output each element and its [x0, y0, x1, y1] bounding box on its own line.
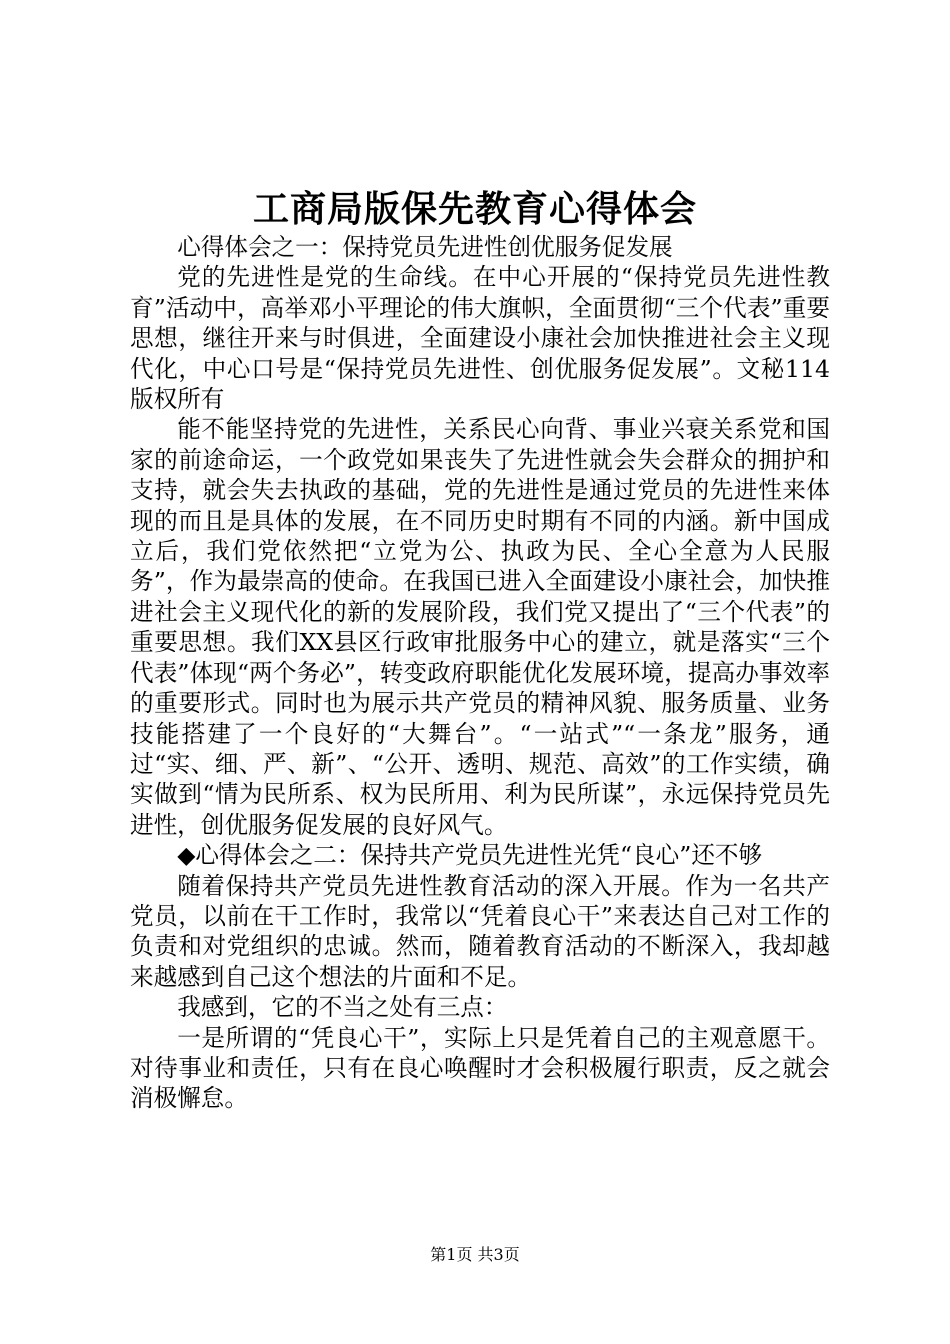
paragraph: 心得体会之一：保持党员先进性创优服务促发展	[177, 233, 673, 261]
document-title: 工商局版保先教育心得体会	[252, 188, 697, 230]
paragraph: 一是所谓的“凭良心干”，实际上只是凭着自己的主观意愿干。对待事业和责任，只有在良心唤醒时才会积极履行职责，反之就会消极懈怠。	[130, 1023, 830, 1113]
paragraph: ◆心得体会之二：保持共产党员先进性光凭“良心”还不够	[177, 841, 763, 870]
paragraph: 我感到，它的不当之处有三点：	[177, 993, 508, 1022]
paragraph: 能不能坚持党的先进性，关系民心向背、事业兴衰关系党和国家的前途命运，一个政党如果丧失了先进性就会失会群众的拥护和支持，就会失去执政的基础，党的先进性是通过党员的先进性来体现的而且是具体的发展，在不同历史时期有不同的内涵。新中国成立后，我们党依然把“立党为公、执政为民、全心全意为人民服务”，作为最崇高的使命。在我国已进入全面建设小康社会，加快推进社会主义现代化的新的发展阶段，我们党又提出了“三个代表”的重要思想。我们XX县区行政审批服务中心的建立，就是落实“三个代表”体现“两个务必”，转变政府职能优化发展环境，提高办事效率的重要形式。同时也为展示共产党员的精神风貌、服务质量、业务技能搭建了一个良好的“大舞台”。“一站式”“一条龙”服务，通过“实、细、严、新”、“公开、透明、规范、高效”的工作实绩，确实做到“情为民所系、权为民所用、利为民所谋”，永远保持党员先进性，创优服务促发展的良好风气。	[130, 415, 830, 839]
document-body	[130, 232, 830, 1114]
paragraph: 党的先进性是党的生命线。在中心开展的“保持党员先进性教育”活动中，高举邓小平理论的伟大旗帜，全面贯彻“三个代表”重要思想，继往开来与时俱进，全面建设小康社会加快推进社会主义现代化，中心口号是“保持党员先进性、创优服务促发展”。文秘114版权所有	[130, 263, 830, 414]
page-footer: 第1页 共3页	[430, 1245, 520, 1264]
paragraph: 随着保持共产党员先进性教育活动的深入开展。作为一名共产党员，以前在干工作时，我常以“凭着良心干”来表达自己对工作的负责和对党组织的忠诚。然而，随着教育活动的不断深入，我却越来越感到自己这个想法的片面和不足。	[130, 871, 830, 991]
